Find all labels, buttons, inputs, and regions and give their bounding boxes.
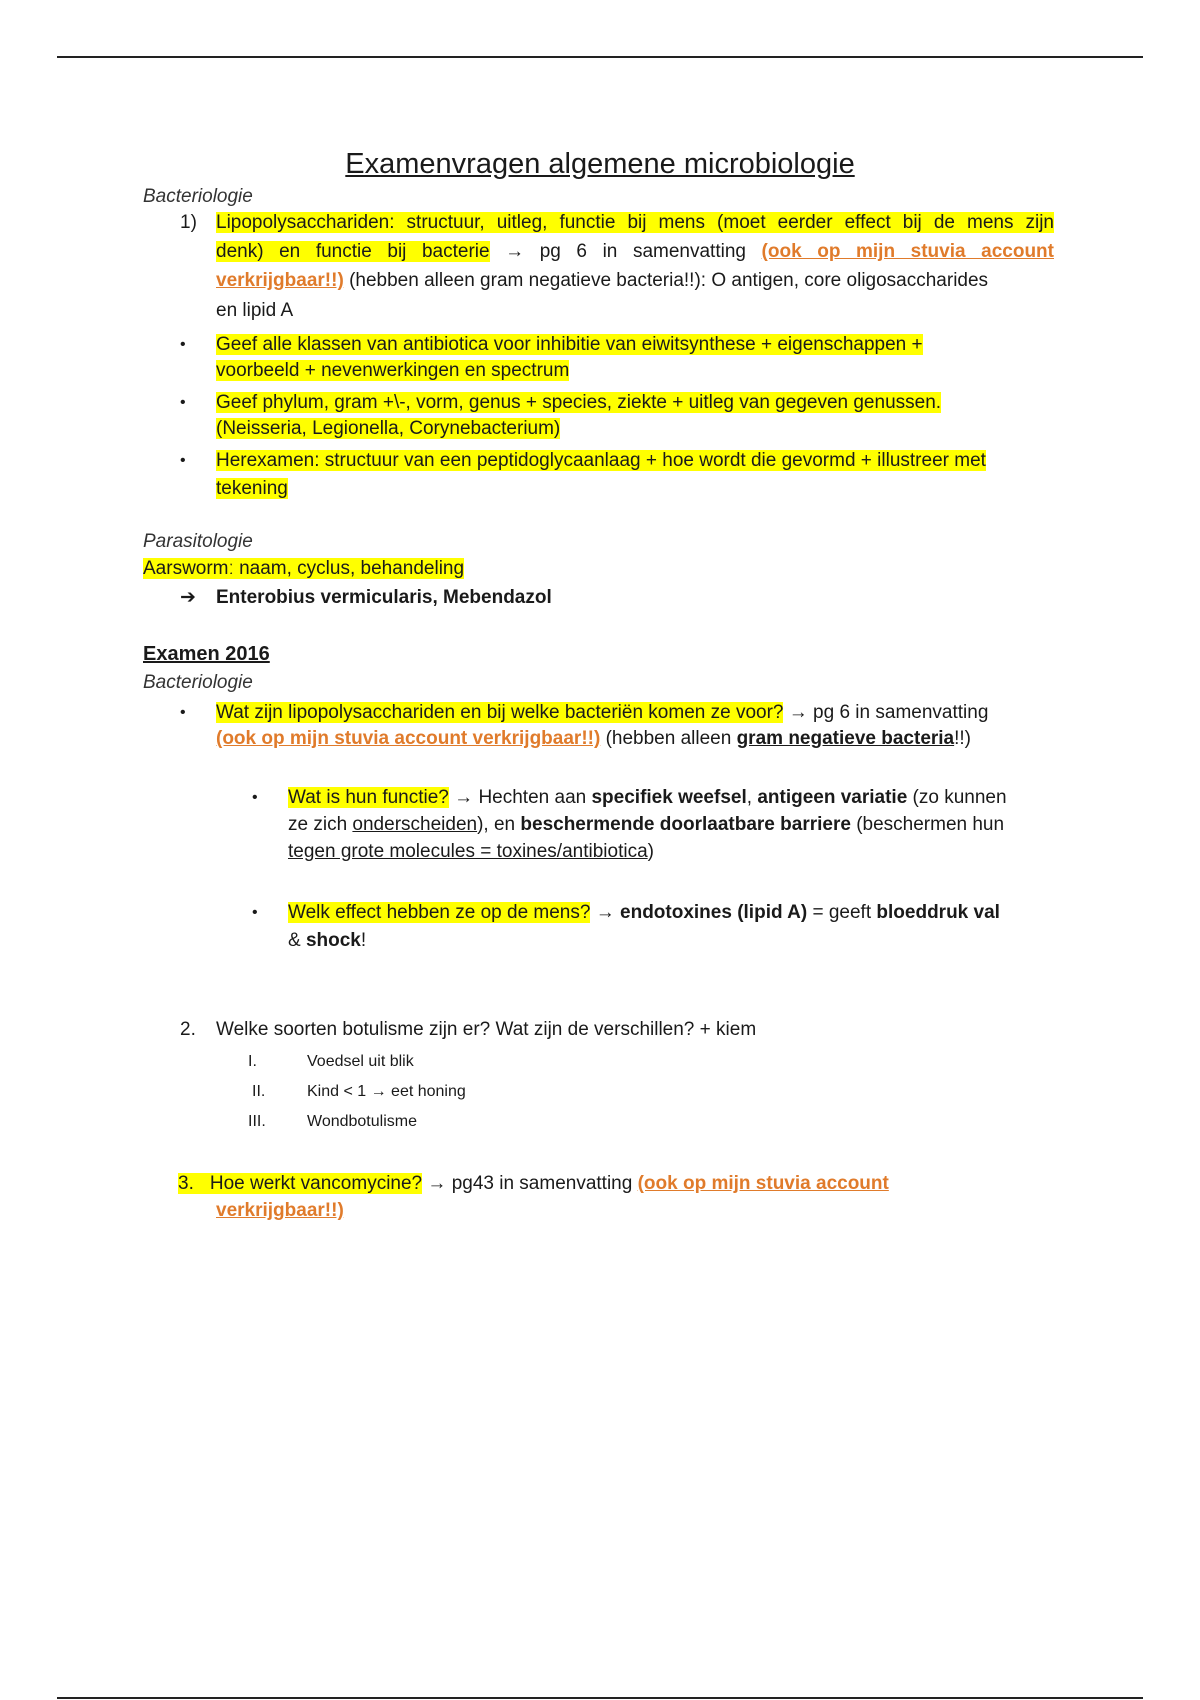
highlight: voorbeeld + nevenwerkingen en spectrum xyxy=(216,360,570,381)
parasite-question xyxy=(143,556,464,582)
arrow-icon: ➔ xyxy=(180,587,196,608)
sub2-bold: bloeddruk val xyxy=(876,902,1000,923)
sub1-text: , xyxy=(746,787,758,808)
q1-note-a: (hebben alleen xyxy=(605,728,737,749)
highlight: Geef alle klassen van antibiotica voor inhibitie van eiwitsynthese + eigenschappen + xyxy=(216,334,923,355)
q2-item-text: Voedsel uit blik xyxy=(307,1053,414,1070)
item1-line4: en lipid A xyxy=(216,300,294,321)
stuvia-link[interactable]: (ook op mijn stuvia account xyxy=(637,1173,889,1194)
sub2-text: & xyxy=(288,930,306,951)
item1-line2 xyxy=(216,239,1054,265)
q1-note-b: gram negatieve bacteria xyxy=(736,728,955,749)
q2-item-number: III. xyxy=(248,1113,266,1130)
highlight: Wat zijn lipopolysacchariden en bij welke bacteriën komen ze voor? xyxy=(216,702,784,723)
highlight: Geef phylum, gram +\-, vorm, genus + species, ziekte + uitleg van gegeven genussen. xyxy=(216,392,942,413)
highlight: tekening xyxy=(216,478,288,499)
sub1-text: (zo kunnen xyxy=(907,787,1007,808)
item-number: 1) xyxy=(180,212,197,233)
sub1-underlined: onderscheiden xyxy=(352,814,478,835)
bullet-2-line1 xyxy=(216,390,941,416)
bullet-icon: • xyxy=(180,452,186,469)
sub2-line2 xyxy=(288,928,366,954)
sub2-bold: shock xyxy=(305,930,361,951)
highlight: Aarswormː naam, cyclus, behandeling xyxy=(143,558,465,579)
parasite-answer: Enterobius vermicularis, Mebendazol xyxy=(216,587,552,608)
summary-ref: pg43 in samenvatting xyxy=(451,1173,633,1194)
arrow-icon: → xyxy=(595,902,615,923)
item1-line3 xyxy=(216,268,988,294)
bullet-icon: • xyxy=(252,904,258,921)
bullet-3-line2 xyxy=(216,476,288,502)
sub1-text: Hechten aan xyxy=(478,787,592,808)
sub1-bold: beschermende doorlaatbare barriere xyxy=(520,814,851,835)
arrow-icon: → xyxy=(788,702,808,723)
arrow-icon: → xyxy=(454,787,474,808)
q2-text: Welke soorten botulisme zijn er? Wat zijn de verschillen? + kiem xyxy=(216,1019,757,1040)
bullet-1-line1 xyxy=(216,332,923,358)
bullet-icon: • xyxy=(180,336,186,353)
arrow-icon: → xyxy=(427,1173,447,1194)
bottom-rule xyxy=(57,1697,1143,1699)
highlight: (Neisseria, Legionella, Corynebacterium) xyxy=(216,418,561,439)
sub1-text: ) xyxy=(647,841,654,862)
q3-number: 3. xyxy=(178,1173,210,1194)
sub1-line3 xyxy=(288,839,654,865)
sub2-line1 xyxy=(288,900,1000,926)
sub1-text: (beschermen hun xyxy=(850,814,1005,835)
q2-item-text: Wondbotulisme xyxy=(307,1113,417,1130)
stuvia-link[interactable]: verkrijgbaar!!) xyxy=(216,1200,344,1221)
bullet-1-line2 xyxy=(216,358,569,384)
page-title xyxy=(0,146,1200,182)
page-title-text: Examenvragen algemene microbiologie xyxy=(345,148,855,180)
sub2-bold: endotoxines (lipid A) xyxy=(620,902,808,923)
q1-line2 xyxy=(216,726,971,752)
highlight: Wat is hun functie? xyxy=(288,787,449,808)
summary-ref: pg 6 in samenvatting xyxy=(813,702,989,723)
highlight: Hoe werkt vancomycine? xyxy=(209,1173,423,1194)
highlight: Lipopolysacchariden: structuur, uitleg, functie bij mens (moet eerder effect bij de mens zijn xyxy=(216,212,1054,233)
sub1-line1 xyxy=(288,785,1007,811)
q2-item-text: Kind < 1 → eet honing xyxy=(307,1083,466,1100)
section-heading-examen-2016: Examen 2016 xyxy=(143,643,270,665)
stuvia-link[interactable]: verkrijgbaar!!) xyxy=(216,270,344,291)
highlight: Herexamen: structuur van een peptidoglycaanlaag + hoe wordt die gevormd + illustreer met xyxy=(216,450,986,471)
stuvia-link[interactable]: (ook op mijn stuvia account xyxy=(761,241,1054,262)
section-heading-parasitologie: Parasitologie xyxy=(143,531,253,552)
sub1-bold: antigeen variatie xyxy=(757,787,908,808)
item1-line1 xyxy=(216,210,1054,236)
sub1-text: ), en xyxy=(477,814,521,835)
bullet-2-line2 xyxy=(216,416,560,442)
sub1-bold: specifiek weefsel xyxy=(591,787,747,808)
section-subheading-bacteriologie: Bacteriologie xyxy=(143,672,253,693)
q3-line1-content xyxy=(178,1171,889,1197)
q2-item-number: I. xyxy=(248,1053,257,1070)
bullet-3-line1 xyxy=(216,448,986,474)
sub2-text: = geeft xyxy=(807,902,877,923)
item1-note: (hebben alleen gram negatieve bacteria!!): O antigen, core oligosaccharides xyxy=(349,270,989,291)
bullet-icon: • xyxy=(180,704,186,721)
q1-note-c: !!) xyxy=(954,728,972,749)
q3-line2 xyxy=(216,1198,344,1224)
summary-ref: pg 6 in samenvatting xyxy=(539,241,746,262)
arrow-icon: → xyxy=(505,241,525,262)
sub1-underlined: tegen grote molecules = toxines/antibiotica xyxy=(288,841,648,862)
q1-line1 xyxy=(216,700,988,726)
q2-item-number: II. xyxy=(252,1083,266,1100)
section-heading-bacteriologie: Bacteriologie xyxy=(143,186,253,207)
stuvia-link[interactable]: (ook op mijn stuvia account verkrijgbaar!!) xyxy=(216,728,601,749)
highlight: denk) en functie bij bacterie xyxy=(216,241,490,262)
sub1-line2 xyxy=(288,812,1004,838)
bullet-icon: • xyxy=(252,789,258,806)
top-rule xyxy=(57,56,1143,58)
bullet-icon: • xyxy=(180,394,186,411)
sub1-text: ze zich xyxy=(288,814,353,835)
highlight: Welk effect hebben ze op de mens? xyxy=(288,902,591,923)
q2-number: 2. xyxy=(180,1019,196,1040)
sub2-text: ! xyxy=(360,930,367,951)
